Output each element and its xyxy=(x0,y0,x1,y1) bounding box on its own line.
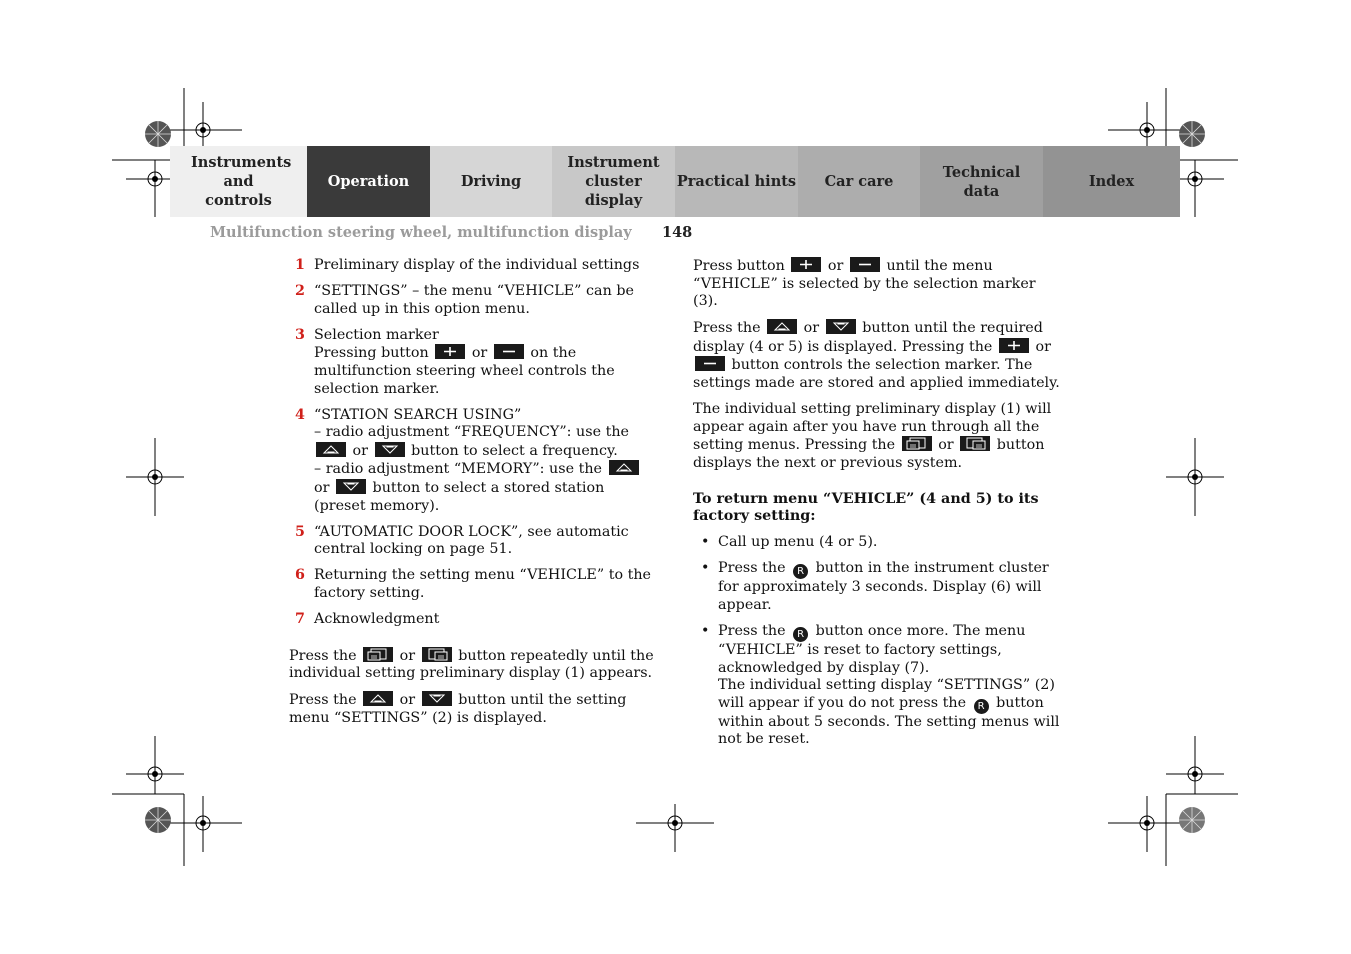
tab-driving[interactable] xyxy=(430,146,552,217)
tab-technical-data[interactable] xyxy=(920,146,1043,217)
tab-car-care[interactable] xyxy=(798,146,920,217)
item-text: Pressing button xyxy=(314,345,429,362)
text: until the menu “VEHICLE” is selected by the selection marker (3). xyxy=(693,258,1036,310)
bullet-item xyxy=(693,534,1063,552)
item-text: – radio adjustment “FREQUENCY”: use the xyxy=(314,424,629,441)
paragraph xyxy=(693,319,1063,392)
item-text: Returning the setting menu “VEHICLE” to the factory setting. xyxy=(314,567,652,601)
item-text: “SETTINGS” – the menu “VEHICLE” can be called up in this option menu. xyxy=(314,283,634,317)
tab-label: Driving xyxy=(460,173,522,190)
item-text: or xyxy=(352,442,368,459)
text: Press the xyxy=(289,692,357,709)
item-text: or xyxy=(314,480,330,497)
text: Press button xyxy=(693,258,785,274)
item-number: 3 xyxy=(295,326,305,343)
down-key-icon xyxy=(375,442,405,457)
section-title: Multifunction steering wheel, multifunction display xyxy=(210,224,632,241)
reset-key-icon: R xyxy=(793,564,808,579)
item-text: Selection marker xyxy=(314,326,439,343)
paragraph xyxy=(289,691,659,727)
minus-key-icon xyxy=(695,356,725,371)
text: The individual setting display “SETTINGS” (2) will appear if you do not press the xyxy=(718,677,1055,711)
item-number: 7 xyxy=(295,611,305,628)
text: button within about 5 seconds. The setting menus will not be reset. xyxy=(718,694,1060,748)
item-text: on the multifunction steering wheel controls the selection marker. xyxy=(314,345,615,397)
paragraph xyxy=(693,401,1063,472)
text: button displays the next or previous system. xyxy=(693,437,1045,471)
bullet-item xyxy=(693,623,1063,749)
text: Press the xyxy=(718,623,786,639)
menu-back-key-icon xyxy=(960,436,990,451)
tab-instruments-and-controls[interactable] xyxy=(170,146,307,217)
bullet-icon: • xyxy=(701,623,710,639)
tab-label: Car care xyxy=(824,173,894,190)
item-text: button to select a frequency. xyxy=(411,442,618,459)
item-text: “AUTOMATIC DOOR LOCK”, see automatic central locking on page 51. xyxy=(314,523,629,558)
tab-label: Practical hints xyxy=(676,173,797,190)
down-key-icon xyxy=(336,479,366,494)
menu-back-key-icon xyxy=(422,647,452,662)
tab-label: Instruments and controls xyxy=(191,154,292,209)
up-key-icon xyxy=(767,319,797,334)
item-text: or xyxy=(471,345,488,362)
text: Press the xyxy=(693,320,761,337)
text: or xyxy=(827,258,844,274)
text: button in the instrument cluster for approximately 3 seconds. Display (6) will appear. xyxy=(718,560,1049,613)
plus-key-icon xyxy=(435,344,465,359)
item-number: 5 xyxy=(295,523,305,540)
up-key-icon xyxy=(609,460,639,475)
minus-key-icon xyxy=(850,257,880,272)
reset-key-icon: R xyxy=(974,699,989,714)
item-text: Acknowledgment xyxy=(314,611,440,628)
list-item xyxy=(289,407,659,516)
tab-operation[interactable] xyxy=(307,146,430,217)
text: Press the xyxy=(289,647,357,664)
list-item xyxy=(289,524,659,559)
tab-index[interactable] xyxy=(1043,146,1180,217)
plus-key-icon xyxy=(999,338,1029,353)
text: or xyxy=(938,437,954,454)
bullet-icon: • xyxy=(701,560,710,577)
tab-practical-hints[interactable] xyxy=(675,146,798,217)
item-number: 2 xyxy=(295,283,305,300)
text: or xyxy=(399,647,416,664)
item-number: 6 xyxy=(295,567,305,584)
bullet-icon: • xyxy=(701,534,710,551)
text: button repeatedly until the individual setting preliminary display (1) appears. xyxy=(289,647,654,682)
list-item xyxy=(289,327,659,398)
list-item xyxy=(289,611,659,629)
tab-instrument-cluster-display[interactable] xyxy=(552,146,675,217)
text: button once more. The menu “VEHICLE” is reset to factory settings, acknowledged by display (7). xyxy=(718,623,1026,676)
text: or xyxy=(1035,338,1051,355)
item-number: 1 xyxy=(295,257,305,273)
menu-forward-key-icon xyxy=(902,436,932,451)
left-column xyxy=(289,257,659,736)
paragraph xyxy=(289,647,659,683)
text: The individual setting preliminary display (1) will appear again after you have run through all the setting menus. Pressing the xyxy=(693,401,1052,454)
item-text: Preliminary display of the individual settings xyxy=(314,257,640,273)
paragraph xyxy=(693,257,1063,311)
text: button until the required display (4 or 5) is displayed. Pressing the xyxy=(693,320,1043,355)
item-text: “STATION SEARCH USING” xyxy=(314,406,522,423)
text: Call up menu (4 or 5). xyxy=(718,534,878,551)
tab-label: Operation xyxy=(327,173,410,190)
plus-key-icon xyxy=(791,257,821,272)
section-heading: To return menu “VEHICLE” (4 and 5) to its factory setting: xyxy=(693,490,1039,525)
page-number: 148 xyxy=(662,224,693,241)
tab-label: Index xyxy=(1088,173,1135,190)
item-text: button to select a stored station (preset memory). xyxy=(314,480,605,514)
menu-forward-key-icon xyxy=(363,647,393,662)
reset-key-icon: R xyxy=(793,627,808,642)
item-text: – radio adjustment “MEMORY”: use the xyxy=(314,461,602,478)
tab-label: Instrument cluster display xyxy=(567,154,660,209)
list-item xyxy=(289,283,659,318)
item-number: 4 xyxy=(295,406,305,423)
minus-key-icon xyxy=(494,344,524,359)
text: or xyxy=(803,320,820,337)
up-key-icon xyxy=(363,691,393,706)
down-key-icon xyxy=(422,691,452,706)
list-item xyxy=(289,567,659,602)
down-key-icon xyxy=(826,319,856,334)
up-key-icon xyxy=(316,442,346,457)
text: button controls the selection marker. The settings made are stored and applied immediately. xyxy=(693,357,1060,392)
right-column xyxy=(693,257,1063,757)
text: Press the xyxy=(718,560,786,577)
chapter-tabs xyxy=(170,146,1180,217)
text: or xyxy=(399,692,416,709)
tab-label: Technical data xyxy=(942,163,1021,200)
text: button until the setting menu “SETTINGS” (2) is displayed. xyxy=(289,692,627,726)
list-item xyxy=(289,257,659,275)
bullet-item xyxy=(693,560,1063,614)
